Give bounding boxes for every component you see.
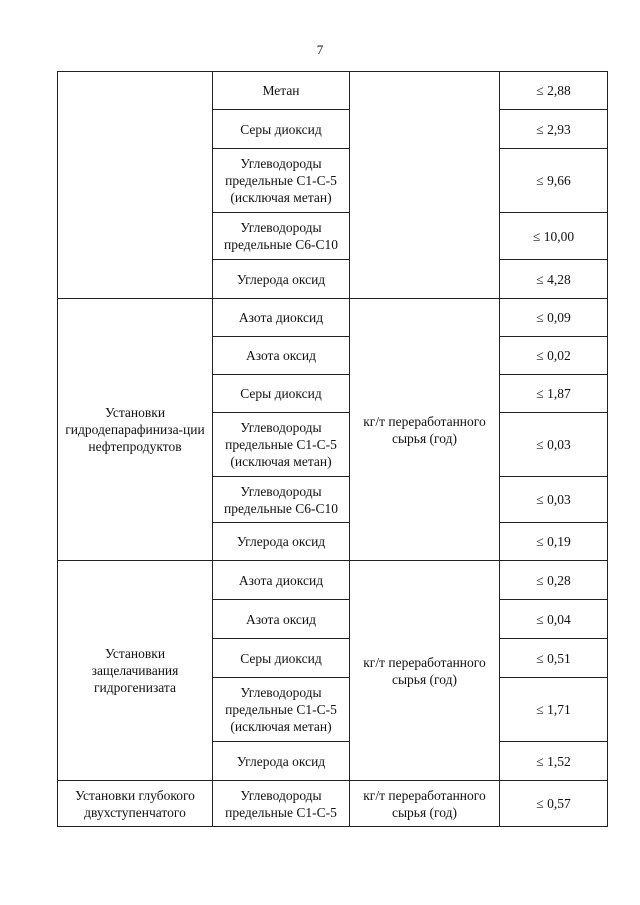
pollutant-cell: Углерода оксид — [213, 742, 350, 781]
table-row — [58, 299, 608, 337]
value-cell: ≤ 9,66 — [500, 149, 608, 213]
pollutant-cell: Углеводороды предельные С1-С-5 — [213, 781, 350, 827]
unit-cell: кг/т переработанного сырья (год) — [350, 299, 500, 561]
value-cell: ≤ 0,03 — [500, 477, 608, 523]
pollutant-cell: Серы диоксид — [213, 110, 350, 149]
value-cell: ≤ 0,19 — [500, 523, 608, 561]
value-cell: ≤ 0,57 — [500, 781, 608, 827]
pollutant-cell: Метан — [213, 72, 350, 110]
table-row — [58, 561, 608, 600]
installation-cell: Установки защелачивания гидрогенизата — [58, 561, 213, 781]
unit-cell: кг/т переработанного сырья (год) — [350, 561, 500, 781]
installation-cell: Установки гидродепарафиниза-ции нефтепродуктов — [58, 299, 213, 561]
installation-cell — [58, 72, 213, 299]
value-cell: ≤ 10,00 — [500, 213, 608, 260]
value-cell: ≤ 4,28 — [500, 260, 608, 299]
pollutant-cell: Углеводороды предельные С6-С10 — [213, 477, 350, 523]
installation-cell: Установки глубокого двухступенчатого — [58, 781, 213, 827]
value-cell: ≤ 0,09 — [500, 299, 608, 337]
table-row — [58, 72, 608, 110]
emission-norms-table — [57, 71, 608, 827]
pollutant-cell: Углеводороды предельные С6-С10 — [213, 213, 350, 260]
value-cell: ≤ 2,88 — [500, 72, 608, 110]
page-number: 7 — [316, 42, 324, 57]
pollutant-cell: Азота оксид — [213, 337, 350, 375]
unit-cell — [350, 72, 500, 299]
value-cell: ≤ 2,93 — [500, 110, 608, 149]
pollutant-cell: Углерода оксид — [213, 260, 350, 299]
value-cell: ≤ 0,51 — [500, 639, 608, 678]
pollutant-cell: Азота оксид — [213, 600, 350, 639]
unit-cell: кг/т переработанного сырья (год) — [350, 781, 500, 827]
value-cell: ≤ 0,04 — [500, 600, 608, 639]
value-cell: ≤ 1,71 — [500, 678, 608, 742]
value-cell: ≤ 1,87 — [500, 375, 608, 413]
pollutant-cell: Углерода оксид — [213, 523, 350, 561]
pollutant-cell: Азота диоксид — [213, 299, 350, 337]
pollutant-cell: Азота диоксид — [213, 561, 350, 600]
value-cell: ≤ 0,02 — [500, 337, 608, 375]
pollutant-cell: Серы диоксид — [213, 375, 350, 413]
pollutant-cell: Углеводороды предельные С1-С-5 (исключая метан) — [213, 678, 350, 742]
value-cell: ≤ 1,52 — [500, 742, 608, 781]
table-row — [58, 781, 608, 827]
value-cell: ≤ 0,03 — [500, 413, 608, 477]
pollutant-cell: Серы диоксид — [213, 639, 350, 678]
pollutant-cell: Углеводороды предельные С1-С-5 (исключая метан) — [213, 413, 350, 477]
pollutant-cell: Углеводороды предельные С1-С-5 (исключая метан) — [213, 149, 350, 213]
value-cell: ≤ 0,28 — [500, 561, 608, 600]
